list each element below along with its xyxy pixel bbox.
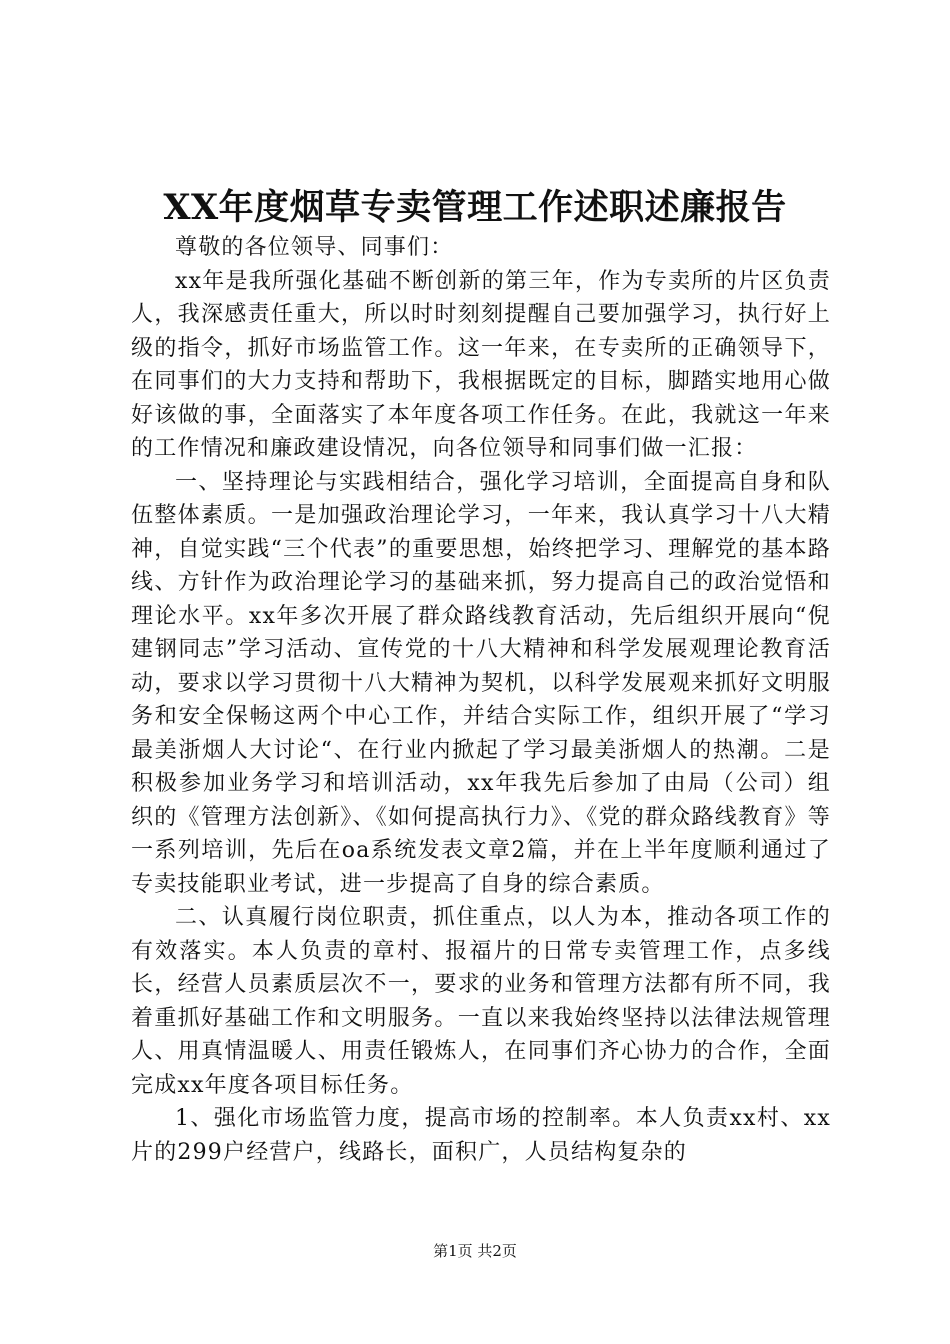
document-body bbox=[131, 231, 831, 1169]
salutation-paragraph: 尊敬的各位领导、同事们： bbox=[175, 235, 454, 260]
page-footer: 第1页 共2页 bbox=[433, 1242, 517, 1260]
intro-paragraph: xx年是我所强化基础不断创新的第三年，作为专卖所的片区负责人，我深感责任重大，所以时时刻刻提醒自己要加强学习，执行好上级的指令，抓好市场监管工作。这一年来，在专卖所的正确领导下，在同事们的大力支持和帮助下，我根据既定的目标，脚踏实地用心做好该做的事，全面落实了本年度各项工作任务。在此，我就这一年来的工作情况和廉政建设情况，向各位领导和同事们做一汇报： bbox=[131, 268, 831, 461]
section-one-paragraph: 一、坚持理论与实践相结合，强化学习培训，全面提高自身和队伍整体素质。一是加强政治理论学习，一年来，我认真学习十八大精神，自觉实践“三个代表”的重要思想，始终把学习、理解党的基本路线、方针作为政治理论学习的基础来抓，努力提高自己的政治觉悟和理论水平。xx年多次开展了群众路线教育活动，先后组织开展向“倪建钢同志”学习活动、宣传党的十八大精神和科学发展观理论教育活动，要求以学习贯彻十八大精神为契机，以科学发展观来抓好文明服务和安全保畅这两个中心工作，并结合实际工作，组织开展了“学习最美浙烟人大讨论“、在行业内掀起了学习最美浙烟人的热潮。二是积极参加业务学习和培训活动，xx年我先后参加了由局（公司）组织的《管理方法创新》、《如何提高执行力》、《党的群众路线教育》等一系列培训，先后在oa系统发表文章2篇，并在上半年度顺利通过了专卖技能职业考试，进一步提高了自身的综合素质。 bbox=[131, 469, 831, 897]
item-one-paragraph: 1、强化市场监管力度，提高市场的控制率。本人负责xx村、xx片的299户经营户，线路长，面积广，人员结构复杂的 bbox=[131, 1106, 831, 1165]
section-two-paragraph: 二、认真履行岗位职责，抓住重点，以人为本，推动各项工作的有效落实。本人负责的章村、报福片的日常专卖管理工作，点多线长，经营人员素质层次不一，要求的业务和管理方法都有所不同，我着重抓好基础工作和文明服务。一直以来我始终坚持以法律法规管理人、用真情温暖人、用责任锻炼人，在同事们齐心协力的合作，全面完成xx年度各项目标任务。 bbox=[131, 905, 831, 1098]
document-title: XX年度烟草专卖管理工作述职述廉报告 bbox=[163, 187, 787, 228]
